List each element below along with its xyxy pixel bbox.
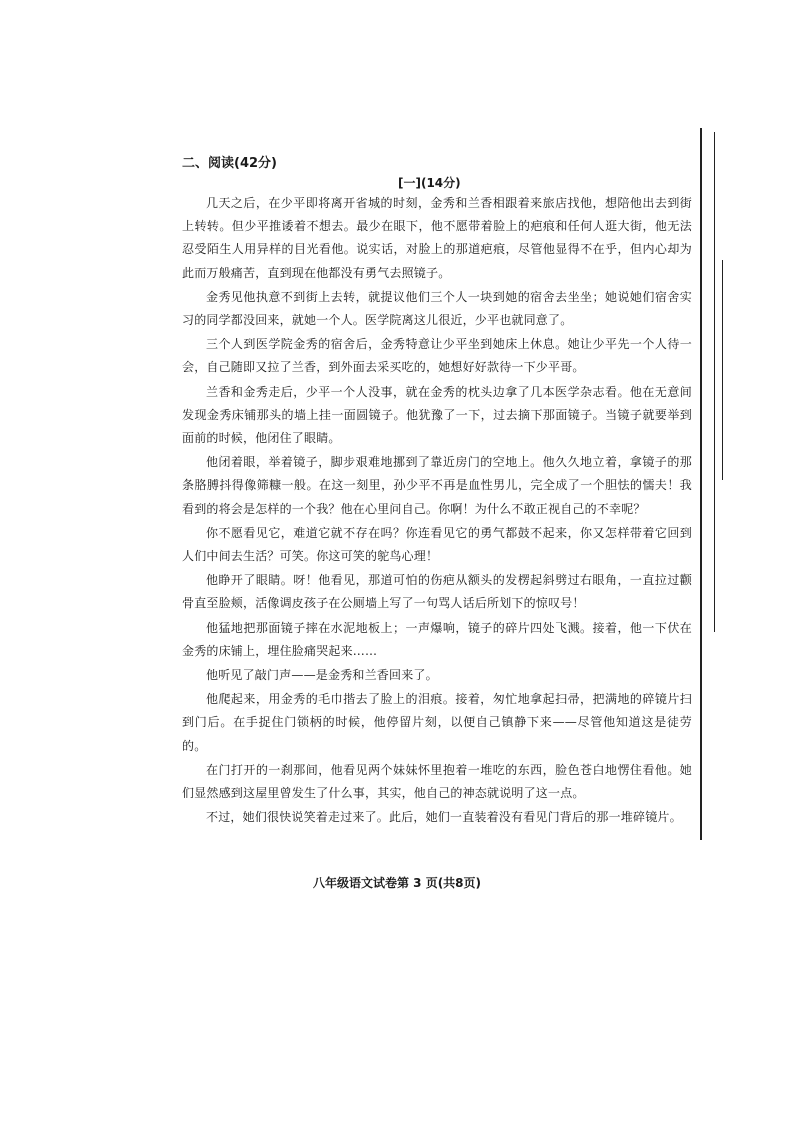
section-heading: 二、阅读(42分) <box>182 156 277 171</box>
passage-paragraph: 他听见了敲门声——是金秀和兰香回来了。 <box>206 668 438 683</box>
binding-margin-line <box>722 260 723 480</box>
binding-margin-line <box>700 128 702 840</box>
passage-paragraph: 兰香和金秀走后，少平一个人没事，就在金秀的枕头边拿了几本医学杂志看。他在无意间发现金秀床铺那头的墙上挂一面圆镜子。他犹豫了一下，过去摘下那面镜子。当镜子就要举到面前的时候，他闭住了眼睛。 <box>182 384 692 446</box>
passage-paragraph: 三个人到医学院金秀的宿舍后，金秀特意让少平坐到她床上休息。她让少平先一个人待一会，自己随即又拉了兰香，到外面去采买吃的，她想好好款待一下少平哥。 <box>182 337 692 375</box>
passage-paragraph: 他猛地把那面镜子摔在水泥地板上；一声爆响，镜子的碎片四处飞溅。接着，他一下伏在金秀的床铺上，埋住脸痛哭起来…… <box>182 620 692 658</box>
passage-paragraph: 在门打开的一刹那间，他看见两个妹妹怀里抱着一堆吃的东西，脸色苍白地愣住看他。她们显然感到这屋里曾发生了什么事，其实，他自己的神态就说明了这一点。 <box>182 762 692 801</box>
subsection-heading: [一](14分) <box>398 176 461 190</box>
binding-margin-line <box>714 132 715 632</box>
page-footer: 八年级语文试卷第 3 页(共8页) <box>312 876 482 890</box>
passage-paragraph: 不过，她们很快说笑着走过来了。此后，她们一直装着没有看见门背后的那一堆碎镜片。 <box>206 810 682 825</box>
passage-paragraph: 他闭着眼，举着镜子，脚步艰难地挪到了靠近房门的空地上。他久久地立着，拿镜子的那条胳膊抖得像筛糠一般。在这一刻里，孙少平不再是血性男儿，完全成了一个胆怯的懦夫！我看到的将会是怎样的一个我？他在心里问自己。你啊！为什么不敢正视自己的不幸呢？ <box>182 455 692 516</box>
reading-passage <box>182 192 692 830</box>
passage-paragraph: 你不愿看见它，难道它就不存在吗？你连看见它的勇气都鼓不起来，你又怎样带着它回到人们中间去生活？可笑。你这可笑的鸵鸟心理！ <box>182 525 692 564</box>
passage-paragraph: 他爬起来，用金秀的毛巾揩去了脸上的泪痕。接着，匆忙地拿起扫帚，把满地的碎镜片扫到门后。在手捉住门锁柄的时候，他停留片刻，以便自己镇静下来——尽管他知道这是徒劳的。 <box>182 692 692 753</box>
passage-paragraph: 金秀见他执意不到街上去转，就提议他们三个人一块到她的宿舍去坐坐；她说她们宿舍实习的同学都没回来，就她一个人。医学院离这儿很近，少平也就同意了。 <box>182 289 692 328</box>
passage-paragraph: 几天之后，在少平即将离开省城的时刻，金秀和兰香相跟着来旅店找他，想陪他出去到街上转转。但少平推诿着不想去。最少在眼下，他不愿带着脸上的疤痕和任何人逛大街，他无法忍受陌生人用异样的目光看他。说实话，对脸上的那道疤痕，尽管他显得不在乎，但内心却为此而万般痛苦，直到现在他都没有勇气去照镜子。 <box>182 196 692 280</box>
passage-paragraph: 他睁开了眼睛。呀！他看见，那道可怕的伤疤从额头的发楞起斜劈过右眼角，一直拉过颧骨直至脸颊，活像调皮孩子在公厕墙上写了一句骂人话后所划下的惊叹号！ <box>182 573 692 611</box>
